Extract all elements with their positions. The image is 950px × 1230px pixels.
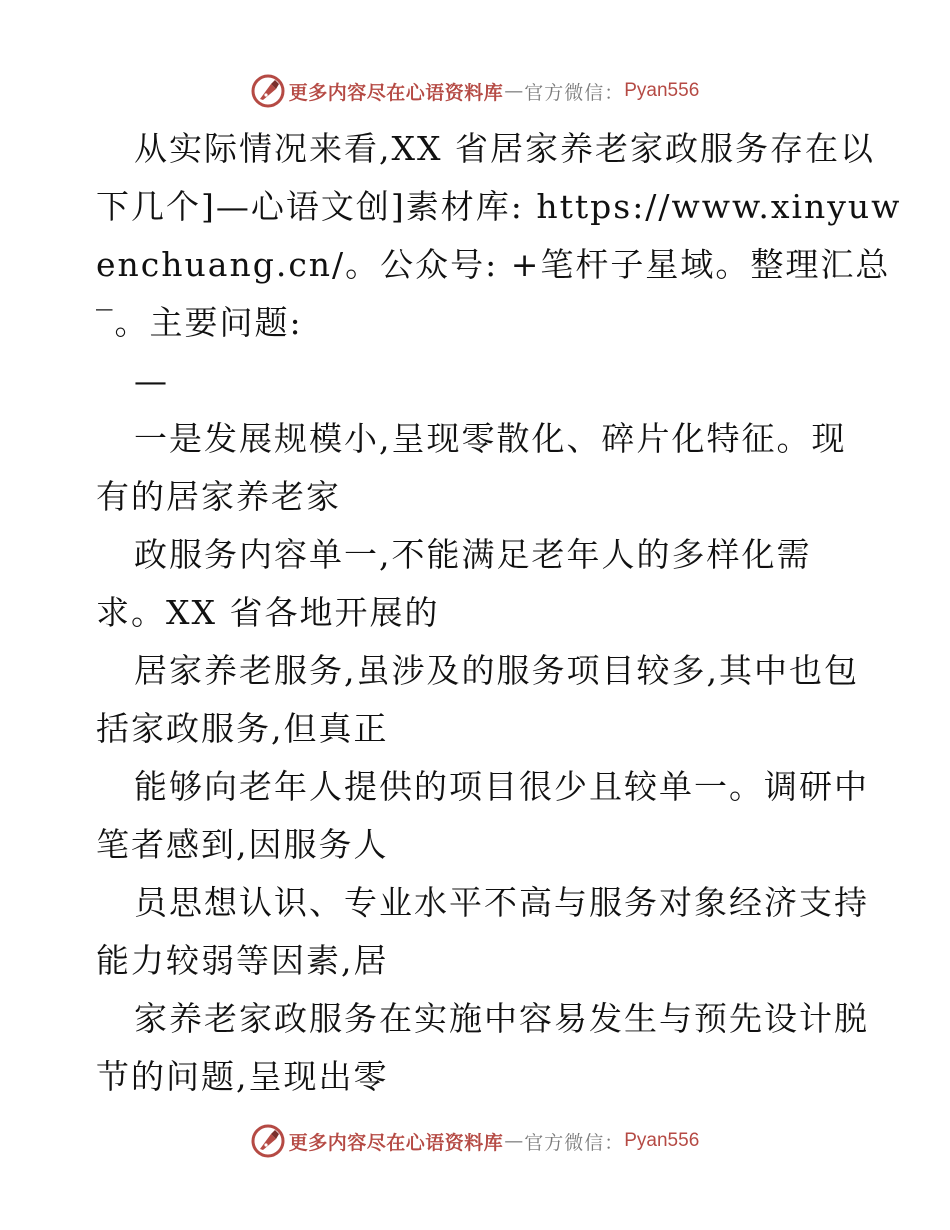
pen-nib-logo-icon bbox=[251, 74, 285, 108]
body-line: 家养老家政服务在实施中容易发生与预先设计脱 bbox=[134, 999, 869, 1038]
body-line: 括家政服务,但真正 bbox=[96, 709, 389, 748]
banner-dash: — bbox=[504, 1130, 524, 1152]
banner-handle: Pyan556 bbox=[624, 80, 700, 101]
document-body bbox=[96, 120, 902, 1106]
banner-handle: Pyan556 bbox=[624, 1130, 700, 1151]
banner-dash: — bbox=[504, 80, 524, 102]
banner-label: 官方微信： bbox=[524, 81, 625, 104]
banner-label: 官方微信： bbox=[524, 1131, 625, 1154]
banner-title: 更多内容尽在心语资料库 bbox=[288, 1131, 504, 1154]
body-line: 节的问题,呈现出零 bbox=[96, 1057, 389, 1096]
body-line: ‾。主要问题: bbox=[96, 303, 303, 342]
body-line: 政服务内容单一,不能满足老年人的多样化需 bbox=[134, 535, 812, 574]
body-line: 下几个]—心语文创]素材库: https://www.xinyuw bbox=[96, 187, 902, 226]
body-line: 能够向老年人提供的项目很少且较单一。调研中 bbox=[134, 767, 869, 806]
body-line: 从实际情况来看,XX 省居家养老家政服务存在以 bbox=[134, 129, 875, 168]
body-line: 员思想认识、专业水平不高与服务对象经济支持 bbox=[134, 883, 869, 922]
body-line: 有的居家养老家 bbox=[96, 477, 341, 516]
body-line: 求。XX 省各地开展的 bbox=[96, 593, 440, 632]
header-banner bbox=[0, 71, 950, 111]
body-line: 笔者感到,因服务人 bbox=[96, 825, 389, 864]
banner-title: 更多内容尽在心语资料库 bbox=[288, 81, 504, 104]
body-line: enchuang.cn/。公众号: +笔杆子星域。整理汇总 bbox=[96, 245, 891, 284]
pen-nib-logo-icon bbox=[251, 1124, 285, 1158]
body-line: 居家养老服务,虽涉及的服务项目较多,其中也包 bbox=[134, 651, 859, 690]
body-line: 一是发展规模小,呈现零散化、碎片化特征。现 bbox=[134, 419, 847, 458]
footer-banner bbox=[0, 1121, 950, 1161]
body-line: 能力较弱等因素,居 bbox=[96, 941, 389, 980]
body-line: — bbox=[134, 361, 169, 400]
